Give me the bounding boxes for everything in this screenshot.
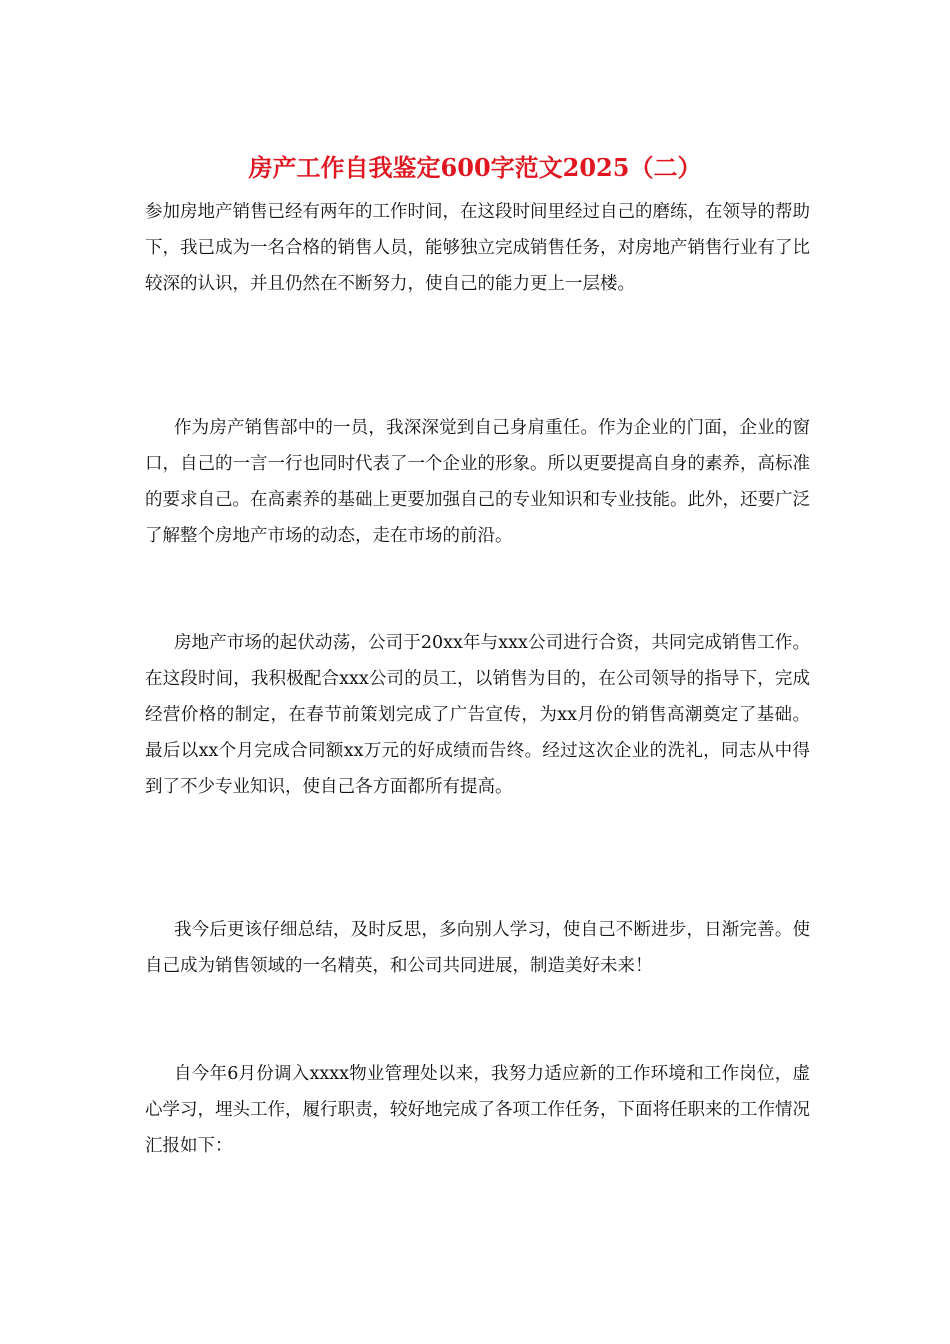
paragraph-5: 自今年6月份调入xxxx物业管理处以来，我努力适应新的工作环境和工作岗位，虚心学习，埋头工作，履行职责，较好地完成了各项工作任务，下面将任职来的工作情况汇报如下：	[145, 1064, 810, 1156]
paragraph-4: 我今后更该仔细总结，及时反思，多向别人学习，使自己不断进步，日渐完善。使自己成为销售领域的一名精英，和公司共同进展，制造美好未来！	[145, 920, 810, 976]
paragraph-2: 作为房产销售部中的一员，我深深觉到自己身肩重任。作为企业的门面，企业的窗口，自己的一言一行也同时代表了一个企业的形象。所以更要提高自身的素养，高标准的要求自己。在高素养的基础上更要加强自己的专业知识和专业技能。此外，还要广泛了解整个房地产市场的动态，走在市场的前沿。	[145, 418, 810, 546]
paragraph-3: 房地产市场的起伏动荡，公司于20xx年与xxx公司进行合资，共同完成销售工作。在这段时间，我积极配合xxx公司的员工，以销售为目的，在公司领导的指导下，完成经营价格的制定，在春节前策划完成了广告宣传，为xx月份的销售高潮奠定了基础。最后以xx个月完成合同额xx万元的好成绩而告终。经过这次企业的洗礼，同志从中得到了不少专业知识，使自己各方面都所有提高。	[145, 633, 810, 797]
document-title: 房产工作自我鉴定600字范文2025（二）	[248, 153, 702, 182]
paragraph-1: 参加房地产销售已经有两年的工作时间，在这段时间里经过自己的磨练，在领导的帮助下，我已成为一名合格的销售人员，能够独立完成销售任务，对房地产销售行业有了比较深的认识，并且仍然在不断努力，使自己的能力更上一层楼。	[145, 202, 810, 294]
